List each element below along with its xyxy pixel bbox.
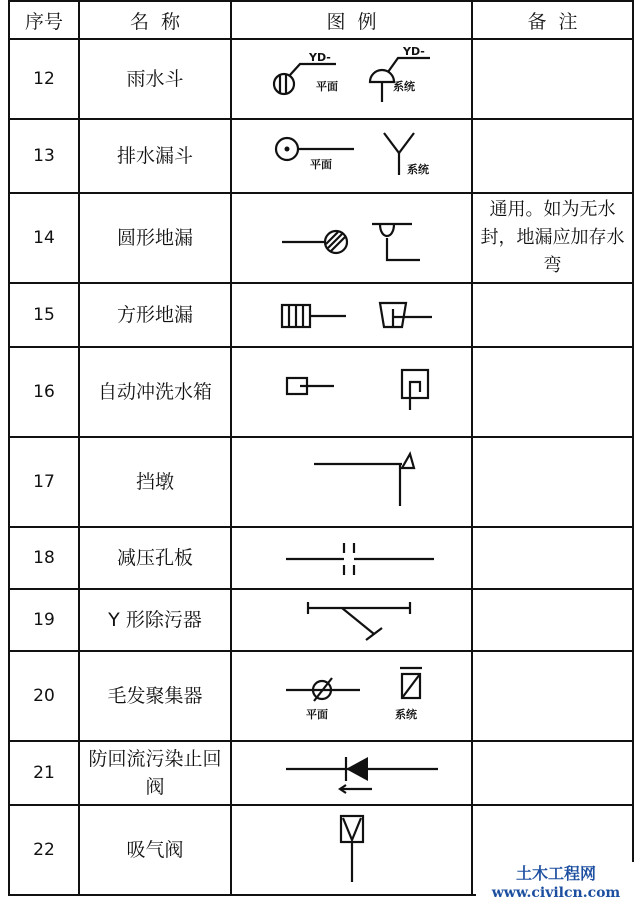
header-row: [9, 1, 633, 39]
row-name: 方形地漏: [79, 283, 231, 347]
row-number: 17: [9, 437, 79, 527]
row-symbol: [231, 741, 472, 805]
row-number: 12: [9, 39, 79, 119]
row-name: 挡墩: [79, 437, 231, 527]
row-name: 排水漏斗: [79, 119, 231, 193]
row-symbol: [231, 39, 472, 119]
row-number: 18: [9, 527, 79, 589]
row-name: Y 形除污器: [79, 589, 231, 651]
symbol-label-code: YD-: [402, 45, 425, 58]
table-row: [9, 347, 633, 437]
auto-flush-tank-symbol: [242, 352, 462, 432]
symbol-label-system: 系统: [392, 80, 415, 93]
round-floor-drain-symbol: [242, 198, 462, 278]
row-number: 21: [9, 741, 79, 805]
row-number: 20: [9, 651, 79, 741]
row-note: [472, 437, 633, 527]
row-symbol: [231, 651, 472, 741]
header-symbol: 图 例: [231, 1, 472, 39]
row-name: 雨水斗: [79, 39, 231, 119]
row-note: [472, 283, 633, 347]
row-note: [472, 119, 633, 193]
symbol-label-plan: 平面: [305, 708, 328, 721]
row-name: 圆形地漏: [79, 193, 231, 283]
symbol-label-plan: 平面: [315, 80, 338, 93]
table-row: [9, 437, 633, 527]
square-floor-drain-symbol: [242, 287, 462, 343]
table-row: [9, 741, 633, 805]
row-symbol: [231, 527, 472, 589]
drain-funnel-symbol: [242, 123, 462, 189]
y-strainer-symbol: [242, 592, 462, 648]
table-row: [9, 589, 633, 651]
row-symbol: [231, 347, 472, 437]
header-no: 序号: [9, 1, 79, 39]
symbol-label-code: YD-: [308, 51, 331, 64]
row-note: [472, 741, 633, 805]
row-name: 自动冲洗水箱: [79, 347, 231, 437]
rain-hopper-symbol: [242, 44, 462, 114]
hair-collector-symbol: [242, 656, 462, 736]
table-row: [9, 119, 633, 193]
row-note: [472, 589, 633, 651]
row-symbol: [231, 805, 472, 895]
backflow-check-valve-symbol: [242, 745, 462, 801]
row-note: [472, 39, 633, 119]
legend-table: [8, 0, 634, 896]
row-symbol: [231, 589, 472, 651]
row-symbol: [231, 437, 472, 527]
row-number: 19: [9, 589, 79, 651]
header-name: 名 称: [79, 1, 231, 39]
symbol-label-system: 系统: [406, 163, 429, 176]
symbol-label-plan: 平面: [309, 158, 332, 171]
row-number: 13: [9, 119, 79, 193]
table-row: [9, 527, 633, 589]
row-note: [472, 651, 633, 741]
row-name: 减压孔板: [79, 527, 231, 589]
row-name: 毛发聚集器: [79, 651, 231, 741]
symbol-label-system: 系统: [394, 708, 417, 721]
row-note: [472, 527, 633, 589]
table-row: [9, 651, 633, 741]
table-row: [9, 39, 633, 119]
header-note: 备 注: [472, 1, 633, 39]
watermark-url: www.civilcn.com: [491, 885, 621, 901]
row-symbol: [231, 119, 472, 193]
table-row: [9, 283, 633, 347]
row-number: 16: [9, 347, 79, 437]
row-name: 防回流污染止回阀: [79, 741, 231, 805]
table-row: [9, 193, 633, 283]
row-note: [472, 347, 633, 437]
pressure-reducing-orifice-symbol: [242, 531, 462, 585]
row-note: 通用。如为无水封，地漏应加存水弯: [472, 193, 633, 283]
air-admittance-valve-symbol: [242, 810, 462, 890]
row-number: 15: [9, 283, 79, 347]
row-number: 14: [9, 193, 79, 283]
watermark: [476, 862, 636, 904]
thrust-block-symbol: [242, 442, 462, 522]
watermark-title: 土木工程网: [515, 864, 596, 883]
row-symbol: [231, 193, 472, 283]
row-number: 22: [9, 805, 79, 895]
row-symbol: [231, 283, 472, 347]
row-name: 吸气阀: [79, 805, 231, 895]
